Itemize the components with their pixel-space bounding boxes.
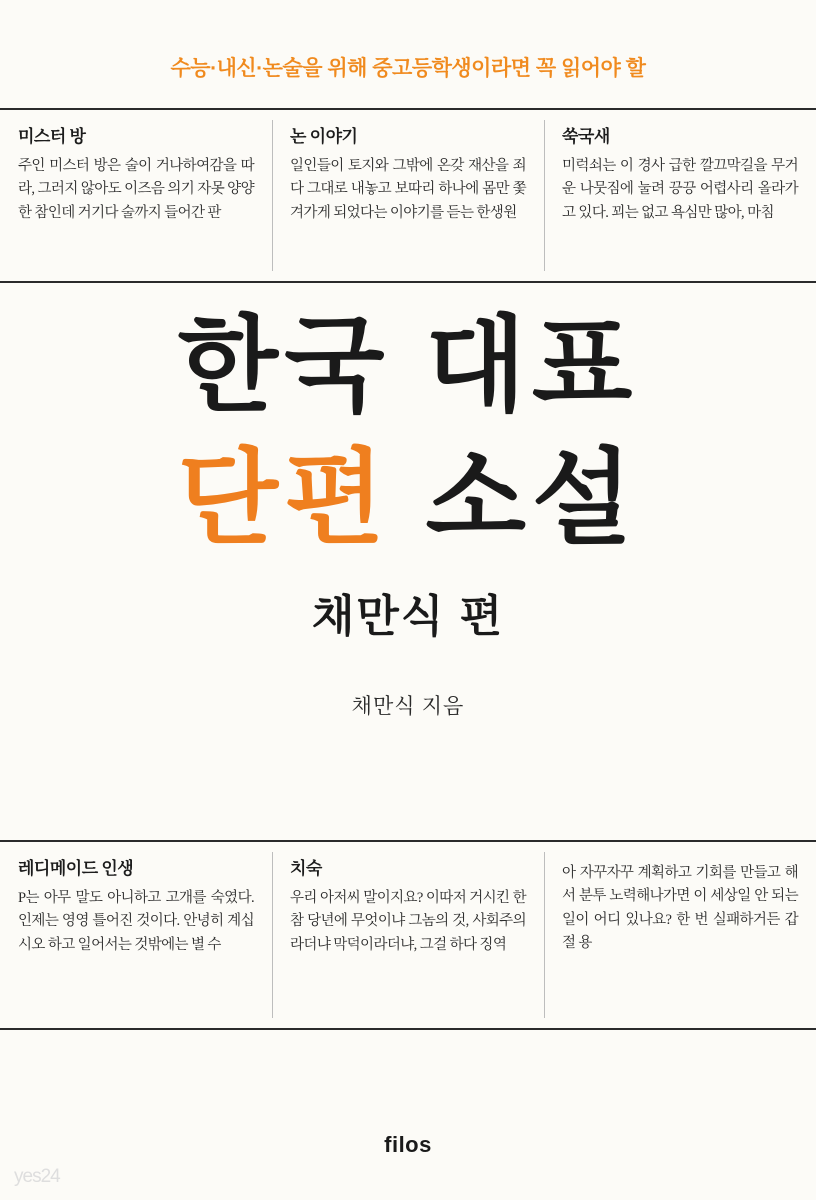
excerpt-body: 미럭쇠는 이 경사 급한 깔끄막길을 무거운 나뭇짐에 눌려 끙끙 어렵사리 올라가고 있다. 꾀는 없고 욕심만 많아, 마침 bbox=[562, 158, 798, 221]
title-line-1: 한국 대표 bbox=[177, 308, 639, 424]
publisher-logo: filos bbox=[384, 1132, 432, 1157]
cover-author: 채만식 지음 bbox=[351, 694, 465, 719]
excerpt-column bbox=[272, 110, 544, 281]
excerpt-title: 쑥국새 bbox=[562, 127, 610, 146]
excerpt-body: 아 자꾸자꾸 계획하고 기회를 만들고 해서 분투 노력해나가면 이 세상일 안 되는 일이 어디 있나요? 한 번 실패하거든 갑절 용 bbox=[562, 865, 798, 952]
excerpt-title: 논 이야기 bbox=[290, 127, 358, 146]
bottom-excerpt-band bbox=[0, 840, 816, 1030]
excerpt-title: 치숙 bbox=[290, 859, 322, 878]
excerpt-body: 주인 미스터 방은 술이 거나하여감을 따라, 그러지 않아도 이즈음 의기 자못 양양한 참인데 거기다 술까지 들어간 판 bbox=[18, 158, 254, 221]
title-block bbox=[0, 300, 816, 720]
excerpt-column bbox=[0, 842, 272, 1028]
excerpt-body: 우리 아저씨 말이지요? 이따저 거시킨 한참 당년에 무엇이냐 그놈의 것, 사회주의라더냐 막덕이라더냐, 그걸 하다 징역 bbox=[290, 890, 526, 953]
excerpt-body: 일인들이 토지와 그밖에 온갖 재산을 죄다 그대로 내놓고 보따리 하나에 몸만 쫓겨가게 되었다는 이야기를 듣는 한생원 bbox=[290, 158, 526, 221]
excerpt-column bbox=[544, 842, 816, 1028]
title-plain-word: 소설 bbox=[425, 441, 639, 558]
cover-subtitle: 채만식 편 bbox=[311, 592, 505, 642]
excerpt-column bbox=[272, 842, 544, 1028]
excerpt-column bbox=[0, 110, 272, 281]
excerpt-title: 미스터 방 bbox=[18, 127, 86, 146]
cover-tagline: 수능·내신·논술을 위해 중고등학생이라면 꼭 읽어야 할 bbox=[170, 57, 646, 80]
top-excerpt-band bbox=[0, 108, 816, 283]
site-watermark: yes24 bbox=[14, 1166, 60, 1187]
excerpt-body: P는 아무 말도 아니하고 고개를 숙였다. 인제는 영영 틀어진 것이다. 안녕히 계십시오 하고 일어서는 것밖에는 별 수 bbox=[18, 890, 254, 953]
title-accent-word: 단편 bbox=[177, 441, 391, 558]
excerpt-column bbox=[544, 110, 816, 281]
excerpt-title: 레디메이드 인생 bbox=[18, 859, 134, 878]
title-line-2 bbox=[0, 433, 816, 566]
